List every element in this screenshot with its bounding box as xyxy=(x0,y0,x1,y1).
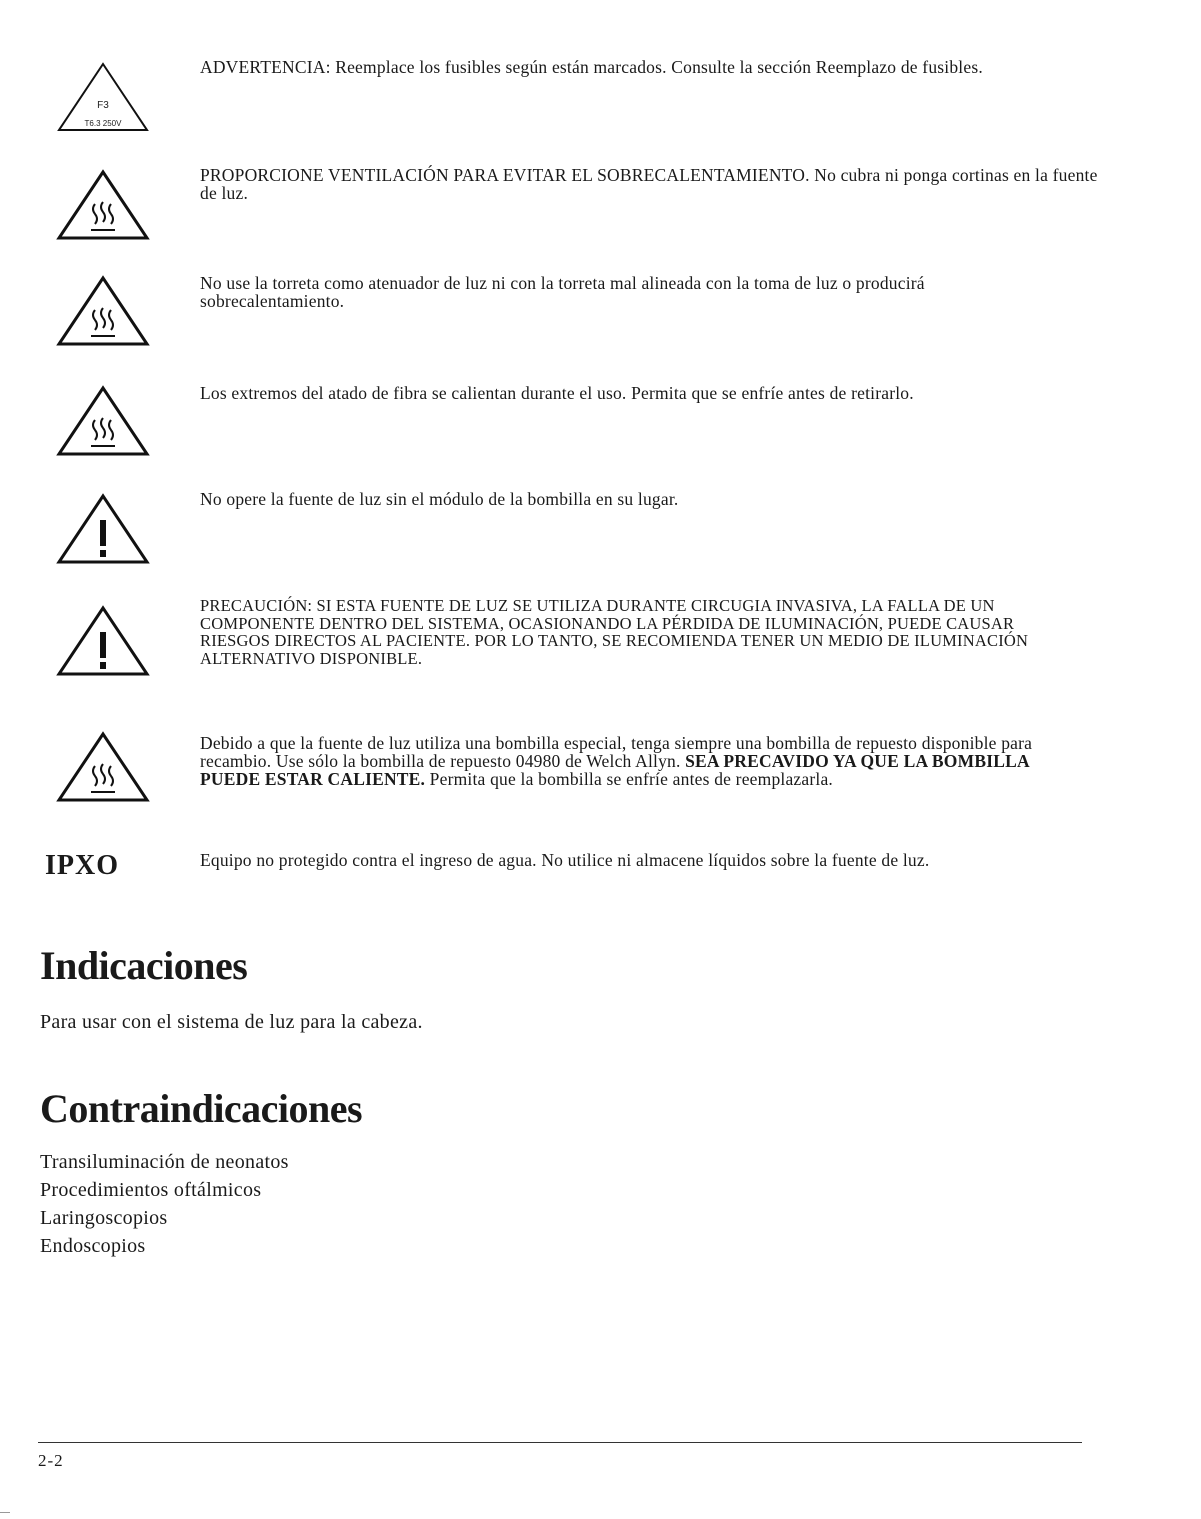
fuse-warning-icon xyxy=(55,60,151,134)
warning-text: No use la torreta como atenuador de luz ni con la torreta mal alineada con la toma de luz o producirá sobrecalentamiento. xyxy=(200,273,925,311)
indicaciones-body: Para usar con el sistema de luz para la cabeza. xyxy=(40,1011,423,1033)
warning-text: PRECAUCIÓN: SI ESTA FUENTE DE LUZ SE UTILIZA DURANTE CIRCUGIA INVASIVA, LA FALLA DE UN COMPONENTE DENTRO DEL SISTEMA, OCASIONANDO LA PÉRDIDA DE ILUMINACIÓN, PUEDE CAUSAR RIESGOS DIRECTOS AL PACIENTE. POR LO TANTO, SE RECOMIENDA TENER UN MEDIO DE ILUMINACIÓN ALTERNATIVO DISPONIBLE. xyxy=(200,596,1029,668)
warning-text: Los extremos del atado de fibra se calientan durante el uso. Permita que se enfríe antes de retirarlo. xyxy=(200,383,914,403)
list-item: Procedimientos oftálmicos xyxy=(40,1179,262,1201)
list-item: Endoscopios xyxy=(40,1235,146,1257)
list-item: Transiluminación de neonatos xyxy=(40,1151,289,1173)
warning-text-part2: Permita que la bombilla se enfríe antes de reemplazarla. xyxy=(425,769,834,789)
list-item: Laringoscopios xyxy=(40,1207,168,1229)
page-number: 2-2 xyxy=(38,1451,64,1470)
hot-surface-warning-icon xyxy=(55,168,151,242)
footer-divider xyxy=(38,1442,1082,1443)
fuse-icon-text-top: F3 xyxy=(97,100,109,111)
warning-text xyxy=(200,734,1090,788)
hot-surface-warning-icon xyxy=(55,274,151,348)
warning-text: Equipo no protegido contra el ingreso de agua. No utilice ni almacene líquidos sobre la fuente de luz. xyxy=(200,850,930,870)
warning-text: ADVERTENCIA: Reemplace los fusibles según están marcados. Consulte la sección Reemplazo de fusibles. xyxy=(200,57,983,77)
exclamation-warning-icon xyxy=(55,492,151,566)
warning-text-part1: Debido a que la fuente de luz utiliza una bombilla especial, tenga siempre una bombilla de repuesto disponible para recambio. Use sólo la bombilla de repuesto 04980 de Welch Allyn. xyxy=(200,733,1033,771)
corner-mark xyxy=(0,1512,10,1513)
warning-text: No opere la fuente de luz sin el módulo de la bombilla en su lugar. xyxy=(200,489,679,509)
contraindicaciones-heading: Contraindicaciones xyxy=(40,1086,363,1131)
contraindicaciones-list xyxy=(40,1148,289,1260)
hot-surface-warning-icon xyxy=(55,384,151,458)
exclamation-warning-icon xyxy=(55,604,151,678)
ipx-rating-label: IPXO xyxy=(45,850,119,881)
hot-surface-warning-icon xyxy=(55,730,151,804)
warning-text: PROPORCIONE VENTILACIÓN PARA EVITAR EL SOBRECALENTAMIENTO. No cubra ni ponga cortinas en la fuente de luz. xyxy=(200,165,1098,203)
fuse-icon-text-bottom: T6.3 250V xyxy=(84,119,122,128)
indicaciones-heading: Indicaciones xyxy=(40,943,248,988)
warning-text-bold: SEA PRECAVIDO YA QUE LA BOMBILLA PUEDE ESTAR CALIENTE. xyxy=(200,751,1029,789)
